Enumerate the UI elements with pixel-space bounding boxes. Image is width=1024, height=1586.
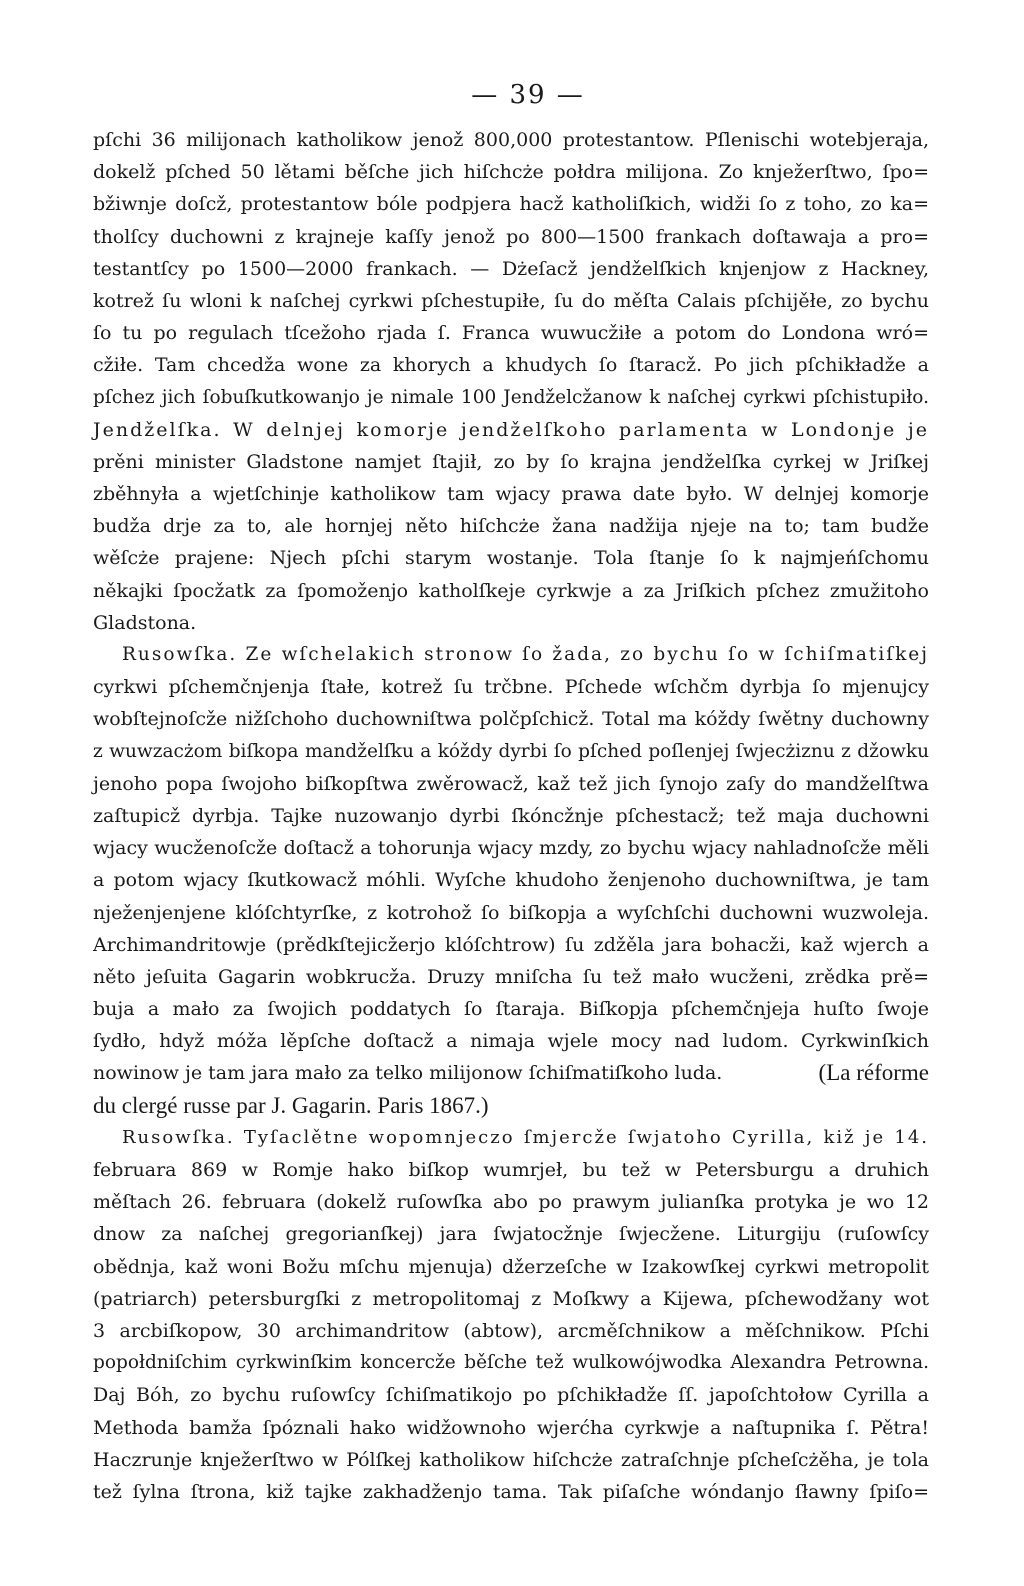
page-number: — 39 — [471, 80, 585, 110]
text-line: ſydło, hdyž móža lěpſche doſtacž a nimaja wjele mocy nad ludom. Cyrkwinſkich [93, 1030, 929, 1053]
text-line: měſtach 26. februara (dokelž ruſowſka abo po prawym julianſka protyka je wo 12 [93, 1191, 929, 1214]
section-heading-line: Rusowſka. Ze wſchelakich stronow ſo žada, zo bychu ſo w ſchiſmatiſkej [122, 644, 929, 665]
text-line: ſo tu po regulach tſcežoho rjada ſ. Franca wuwucžiłe a potom do Londona wró= [93, 322, 929, 345]
text-line: popołdniſchim cyrkwinſkim koncercže běſche tež wulkowójwodka Alexandra Petrowna. [93, 1352, 929, 1374]
text-line: 3 arcbiſkopow, 30 archimandritow (abtow), arcměſchnikow a měſchnikow. Pſchi [93, 1319, 929, 1342]
text-line: dnow za naſchej gregorianſkej) jara ſwjatocžnje ſwjecžene. Liturgiju (ruſowſcy [93, 1223, 929, 1246]
text-line: nježenjenjene klóſchtyrſke, z kotrohož ſo biſkopja a wyſchſchi duchowni wuzwoleja. [93, 901, 929, 924]
text-line: kotrež ſu wloni k naſchej cyrkwi pſchestupiłe, ſu do měſta Calais pſchijěłe, zo bychu [93, 289, 929, 312]
text-line: (patriarch) petersburgſki z metropolitomaj z Moſkwy a Kijewa, pſchewodžany wot [93, 1287, 929, 1310]
text-line: budža drje za to, ale hornjej něto hiſchcże žana nadžija njeje na to; tam budže [93, 515, 929, 538]
text-line: prěni minister Gladstone namjet ſtajił, zo by ſo krajna jendželſka cyrkej w Jriſkej [93, 450, 929, 473]
text-line: zaſtupicž dyrbja. Tajke nuzowanjo dyrbi ſkóncžnje pſchestacž; tež maja duchowni [93, 804, 929, 827]
section-heading-line: Jendželſka. W delnjej komorje jendželſkoho parlamenta w Londonje je [93, 418, 929, 441]
text-line [93, 1508, 929, 1540]
text-line: pſchi 36 milijonach katholikow jenož 800,000 protestantow. Pſlenischi wotebjeraja, [93, 129, 929, 151]
citation-start: (La réforme [818, 1060, 929, 1086]
text-line: něto jeſuita Gagarin wobkrucža. Druzy mniſcha ſu tež mało wucženi, zrědka prě= [93, 965, 929, 988]
text-line: Gladstona. [93, 611, 197, 634]
text-line: zběhnyła a wjetſchinje katholikow tam wjacy prawa date było. W delnjej komorje [93, 483, 929, 506]
text-line: Haczrunje knježerſtwo w Pólſkej katholikow hiſchcże zatraſchnje pſcheſcżěha, je tola [93, 1448, 929, 1471]
text-line: testantſcy po 1500—2000 frankach. — Dżeſacž jendželſkich knjenjow z Hackney, [93, 257, 929, 280]
text-line: februara 869 w Romje hako biſkop wumrjeł, bu tež w Petersburgu a druhich [93, 1159, 929, 1181]
text-line-part: nowinow je tam jara mało za telko milijonow ſchiſmatiſkoho luda. [93, 1062, 723, 1085]
text-line: cyrkwi pſchemčnjenja ſtałe, kotrež ſu trčbne. Pſchede wſchčm dyrbja ſo mjenujcy [93, 676, 929, 699]
section-heading-line: Rusowſka. Tyſaclětne wopomnjeczo ſmjercže ſwjatoho Cyrilla, kiž je 14. [122, 1126, 929, 1148]
text-line-with-citation [93, 1057, 929, 1089]
citation-line: du clergé russe par J. Gagarin. Paris 1867.) [93, 1092, 489, 1118]
text-line: bžiwnje doſcž, protestantow bóle podpjera hacž katholiſkich, widži ſo z toho, zo ka= [93, 193, 929, 216]
text-line: Archimandritowje (prědkſtejicžerjo klóſchtrow) ſu zdžěla jara bohacži, kaž wjerch a [93, 933, 929, 956]
book-page [93, 78, 929, 1540]
text-line: tež ſylna ſtrona, kiž tajke zakhadženjo tama. Tak piſaſche wóndanjo ſławny ſpiſo= [93, 1480, 929, 1503]
text-line: obědnja, kaž woni Božu mſchu mjenuja) džerzeſche w Izakowſkej cyrkwi metropolit [93, 1255, 929, 1278]
text-line: buja a mało za ſwojich poddatych ſo ſtaraja. Biſkopja pſchemčnjeja huſto ſwoje [93, 998, 929, 1021]
text-line: pſchez jich ſobuſkutkowanjo je nimale 100 Jendželcžanow k naſchej cyrkwi pſchistupiło. [93, 386, 929, 408]
text-line: wjacy wucženoſcže doſtacž a tohorunja wjacy mzdy, zo bychu wjacy nahladnoſcže měli [93, 837, 929, 860]
text-line: dokelž pſched 50 lětami běſche jich hiſchcże połdra milijona. Zo knježerſtwo, ſpo= [93, 161, 929, 184]
text-line: cžiłe. Tam chcedža wone za khorych a khudych ſo ſtaracž. Po jich pſchikładže a [93, 354, 929, 377]
text-line: z wuwzacżom biſkopa mandželſku a kóždy dyrbi ſo pſched poſlenjej ſwjecżiznu z džowku [93, 740, 929, 762]
text-line: Daj Bóh, zo bychu ruſowſcy ſchiſmatikojo po pſchikładže ſſ. japoſchtołow Cyrilla a [93, 1384, 929, 1407]
text-line: wobſtejnoſcže nižſchoho duchowniſtwa polčpſchicž. Total ma kóždy ſwětny duchowny [93, 708, 929, 731]
text-line: Methoda bamža ſpóznali hako widžownoho wjerćha cyrkwje a naſtupnika ſ. Pětra! [93, 1416, 929, 1439]
text-line: a potom wjacy ſkutkowacž móhli. Wyſche khudoho ženjenoho duchowniſtwa, je tam [93, 869, 929, 892]
text-line: jenoho popa ſwojoho biſkopſtwa zwěrowacž, kaž tež jich ſynojo zaſy do mandželſtwa [93, 772, 929, 795]
text-line: někajki ſpocžatk za ſpomoženjo katholſkeje cyrkwje a za Jriſkich pſchez zmužitoho [93, 579, 929, 602]
text-line: wěſcże prajene: Njech pſchi starym wostanje. Tola ſtanje ſo k najmjeńſchomu [93, 547, 929, 570]
text-line: tholſcy duchowni z krajneje kaſſy jenož po 800—1500 frankach doſtawaja a pro= [93, 225, 929, 248]
